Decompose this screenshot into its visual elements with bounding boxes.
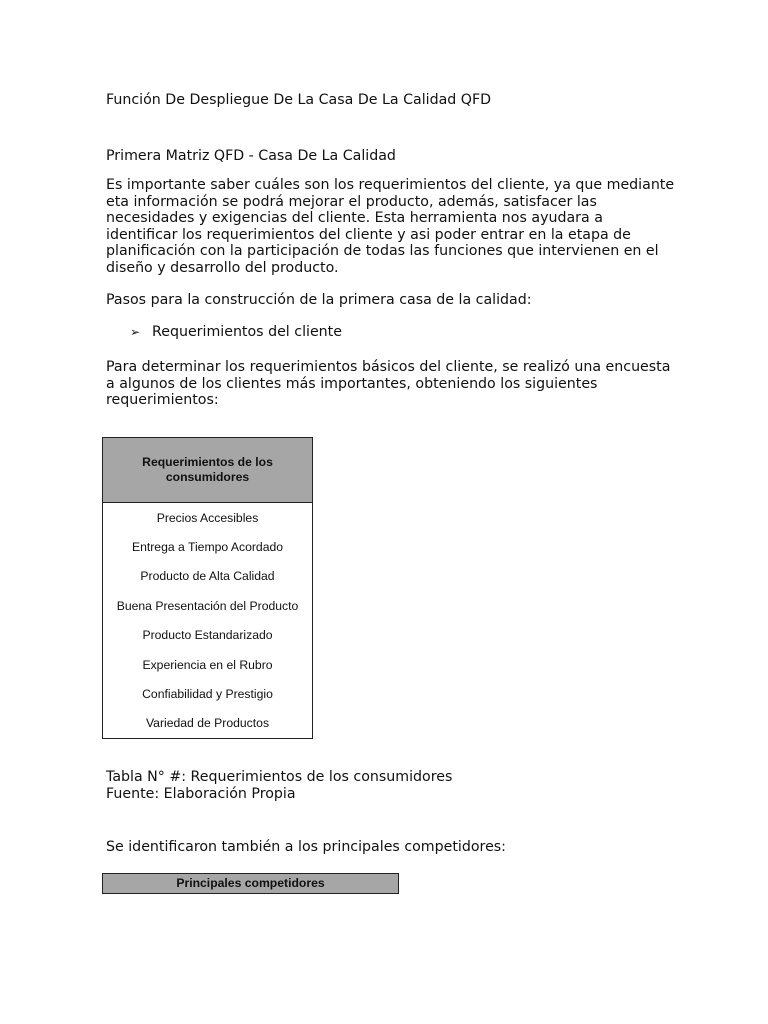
intro-line: necesidades y exigencias del cliente. Esta herramienta nos ayudara a (106, 210, 603, 226)
table-row (103, 591, 313, 620)
bullet-label: Requerimientos del cliente (152, 324, 342, 340)
table-header-line: consumidores (165, 470, 250, 484)
document-title: Función De Despliegue De La Casa De La Calidad QFD (106, 92, 492, 108)
table-row (103, 532, 313, 561)
table-cell: Precios Accesibles (156, 510, 259, 525)
table-header-row (103, 438, 313, 503)
intro-line: Es importante saber cuáles son los requerimientos del cliente, ya que mediante (106, 177, 675, 193)
table-cell: Producto Estandarizado (142, 628, 273, 643)
table-row (103, 503, 313, 533)
table-header-line: Requerimientos de los (142, 455, 273, 469)
intro-line: identificar los requerimientos del cliente y asi poder entrar en la etapa de (106, 226, 631, 243)
table-cell: Entrega a Tiempo Acordado (131, 540, 284, 555)
paragraph-line: requerimientos: (106, 392, 219, 408)
intro-line: diseño y desarrollo del producto. (106, 259, 339, 276)
paragraph-line: Para determinar los requerimientos básicos del cliente, se realizó una encuesta (106, 359, 671, 375)
competitors-table-header: Principales competidores (102, 873, 399, 894)
table-header-cell (103, 438, 313, 503)
intro-line: planificación con la participación de todas las funciones que intervienen en el (106, 243, 659, 259)
steps-heading: Pasos para la construcción de la primera casa de la calidad: (106, 292, 532, 308)
table-cell: Experiencia en el Rubro (142, 657, 273, 672)
competitors-intro: Se identificaron también a los principales competidores: (106, 839, 506, 855)
intro-line: eta información se podrá mejorar el producto, además, satisfacer las (106, 193, 597, 210)
table-cell: Variedad de Productos (145, 716, 270, 731)
requirements-table (102, 437, 313, 739)
arrowhead-bullet-icon: ➢ (130, 325, 141, 339)
table-cell: Buena Presentación del Producto (116, 598, 299, 613)
paragraph-line: a algunos de los clientes más importantes, obteniendo los siguientes (106, 375, 598, 392)
table-cell: Confiabilidad y Prestigio (142, 687, 273, 702)
table-row (103, 709, 313, 739)
table-row (103, 621, 313, 650)
bullet-item (130, 324, 342, 341)
section-subtitle: Primera Matriz QFD - Casa De La Calidad (106, 148, 396, 164)
table-source: Fuente: Elaboración Propia (106, 786, 296, 802)
table-row (103, 650, 313, 679)
table-row (103, 679, 313, 708)
table-row (103, 562, 313, 591)
table-caption: Tabla N° #: Requerimientos de los consumidores (106, 769, 453, 785)
table-cell: Producto de Alta Calidad (140, 569, 275, 584)
